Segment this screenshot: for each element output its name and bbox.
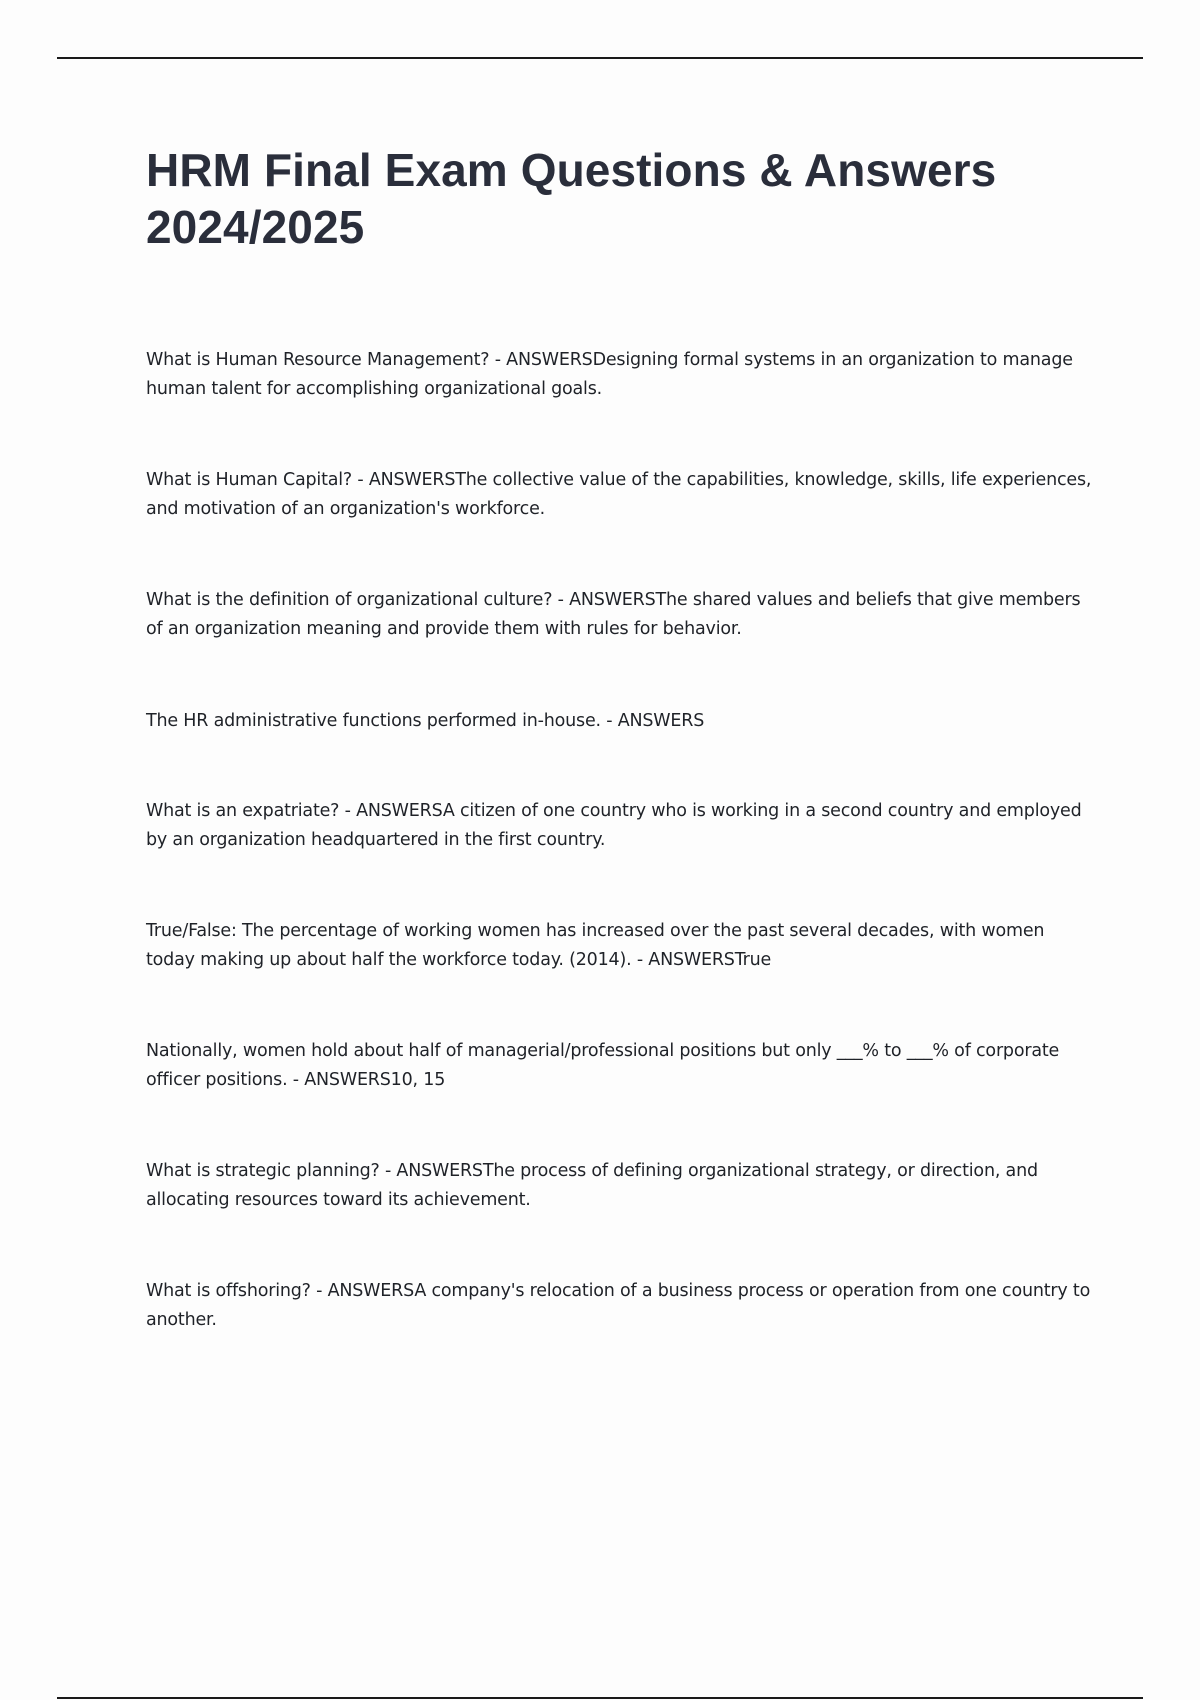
qa-item: What is Human Capital? - ANSWERSThe collective value of the capabilities, knowledge, skills, life experiences, and motivation of an organization's workforce. [146, 470, 1092, 519]
qa-item: The HR administrative functions performed in-house. - ANSWERS [146, 711, 705, 731]
qa-item: What is an expatriate? - ANSWERSA citizen of one country who is working in a second country and employed by an organization headquartered in the first country. [146, 801, 1082, 850]
document-body [146, 142, 1096, 1330]
qa-item: True/False: The percentage of working women has increased over the past several decades, with women today making up about half the workforce today. (2014). - ANSWERSTrue [146, 921, 1045, 970]
qa-item: What is offshoring? - ANSWERSA company's relocation of a business process or operation from one country to another. [146, 1281, 1091, 1330]
bottom-divider [57, 1697, 1143, 1699]
top-divider [57, 57, 1143, 59]
qa-item: What is strategic planning? - ANSWERSThe process of defining organizational strategy, or direction, and allocating resources toward its achievement. [146, 1161, 1038, 1210]
qa-item: What is Human Resource Management? - ANSWERSDesigning formal systems in an organization to manage human talent for accomplishing organizational goals. [146, 350, 1073, 399]
qa-item: What is the definition of organizational culture? - ANSWERSThe shared values and beliefs that give members of an organization meaning and provide them with rules for behavior. [146, 590, 1081, 639]
document-title: HRM Final Exam Questions & Answers 2024/2025 [146, 144, 997, 253]
qa-item: Nationally, women hold about half of managerial/professional positions but only ___% to ___% of corporate officer positions. - ANSWERS10, 15 [146, 1041, 1060, 1090]
